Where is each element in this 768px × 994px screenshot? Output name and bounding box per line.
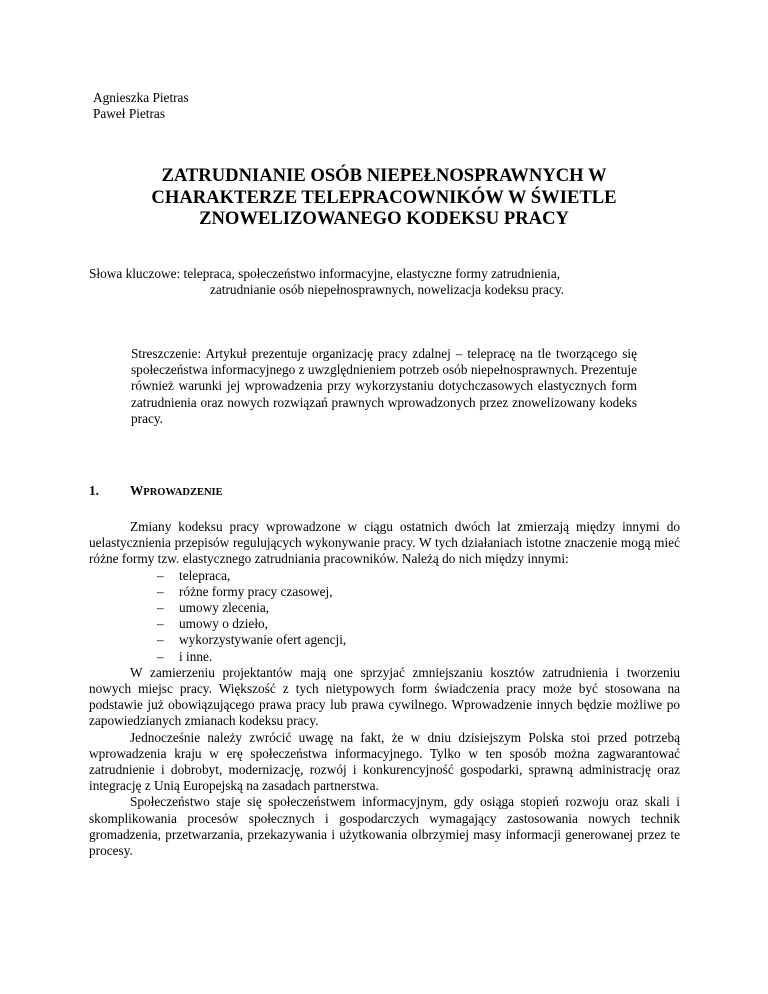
dash-marker: –: [157, 632, 164, 648]
keywords-line: zatrudnianie osób niepełnosprawnych, nowelizacja kodeksu pracy.: [210, 282, 564, 298]
section-heading: [89, 483, 689, 501]
list-item: [157, 600, 680, 616]
paragraph: Społeczeństwo staje się społeczeństwem informacyjnym, gdy osiąga stopień rozwoju oraz skali i skomplikowania procesów społecznych i gospodarczych wymagający zastosowania nowych technik gromadzenia, przetwarzania, przekazywania i użytkowania olbrzymiej masy informacji generowanej przez te procesy.: [89, 794, 680, 859]
paragraph: Jednocześnie należy zwrócić uwagę na fakt, że w dniu dzisiejszym Polska stoi przed potrzebą wprowadzenia kraju w erę społeczeństwa informacyjnego. Tylko w ten sposób można zagwarantować zatrudnienie i dobrobyt, modernizację, rozwój i konkurencyjność gospodarki, sprawną administrację oraz integrację z Unią Europejską na zasadach partnerstwa.: [89, 729, 680, 794]
dash-marker: –: [157, 616, 164, 632]
paragraph: W zamierzeniu projektantów mają one sprzyjać zmniejszaniu kosztów zatrudnienia i tworzeniu nowych miejsc pracy. Większość z tych nietypowych form świadczenia pracy może być stosowana na podstawie już obowiązującego prawa pracy lub prawa cywilnego. Wprowadzenie innych będzie możliwe po zapowiedzianych zmianach kodeksu pracy.: [89, 664, 680, 729]
list-item-text: różne formy pracy czasowej,: [179, 583, 333, 599]
title-line: CHARAKTERZE TELEPRACOWNIKÓW W ŚWIETLE: [151, 186, 617, 208]
list-item: [157, 616, 680, 632]
list-item-text: umowy o dzieło,: [179, 616, 269, 632]
author-name: Paweł Pietras: [93, 106, 166, 122]
section-title-rest: PROWADZENIE: [143, 487, 223, 498]
bullet-list: [89, 568, 680, 665]
list-item-text: telepraca,: [179, 567, 231, 583]
title-line: ZNOWELIZOWANEGO KODEKSU PRACY: [199, 208, 569, 229]
title-line: ZATRUDNIANIE OSÓB NIEPEŁNOSPRAWNYCH W: [161, 165, 607, 186]
list-item: [157, 632, 680, 648]
body-text: [89, 519, 680, 859]
dash-marker: –: [157, 600, 164, 616]
author-name: Agnieszka Pietras: [93, 90, 189, 105]
abstract: Streszczenie: Artykuł prezentuje organizację pracy zdalnej – telepracę na tle tworzącego się społeczeństwa informacyjnego z uwzględnieniem potrzeb osób niepełnosprawnych. Prezentuje również warunki jej wprowadzenia przy wykorzystaniu dotychczasowych elastycznych form zatrudnienia oraz nowych rozwiązań prawnych wprowadzonych przez znowelizowany kodeks pracy.: [131, 346, 637, 426]
list-item: [157, 568, 680, 584]
author-list: [93, 90, 493, 122]
dash-marker: –: [157, 583, 164, 599]
keywords: [89, 266, 709, 298]
dash-marker: –: [157, 567, 164, 583]
list-item-text: umowy zlecenia,: [179, 600, 270, 616]
dash-marker: –: [157, 648, 164, 664]
section-number: 1.: [89, 483, 99, 498]
list-item: [157, 649, 680, 665]
list-item-text: i inne.: [179, 648, 213, 664]
section-title-initial: W: [130, 483, 144, 498]
list-item: [157, 584, 680, 600]
paragraph: Zmiany kodeksu pracy wprowadzone w ciągu ostatnich dwóch lat zmierzają między innymi do uelastycznienia przepisów regulujących wykonywanie pracy. W tych działaniach istotne znaczenie mogą mieć różne formy tzw. elastycznego zatrudniania pracowników. Należą do nich między innymi:: [89, 519, 680, 567]
paper-title: [80, 165, 688, 230]
keywords-line: Słowa kluczowe: telepraca, społeczeństwo informacyjne, elastyczne formy zatrudnienia,: [89, 266, 561, 281]
list-item-text: wykorzystywanie ofert agencji,: [179, 632, 347, 648]
